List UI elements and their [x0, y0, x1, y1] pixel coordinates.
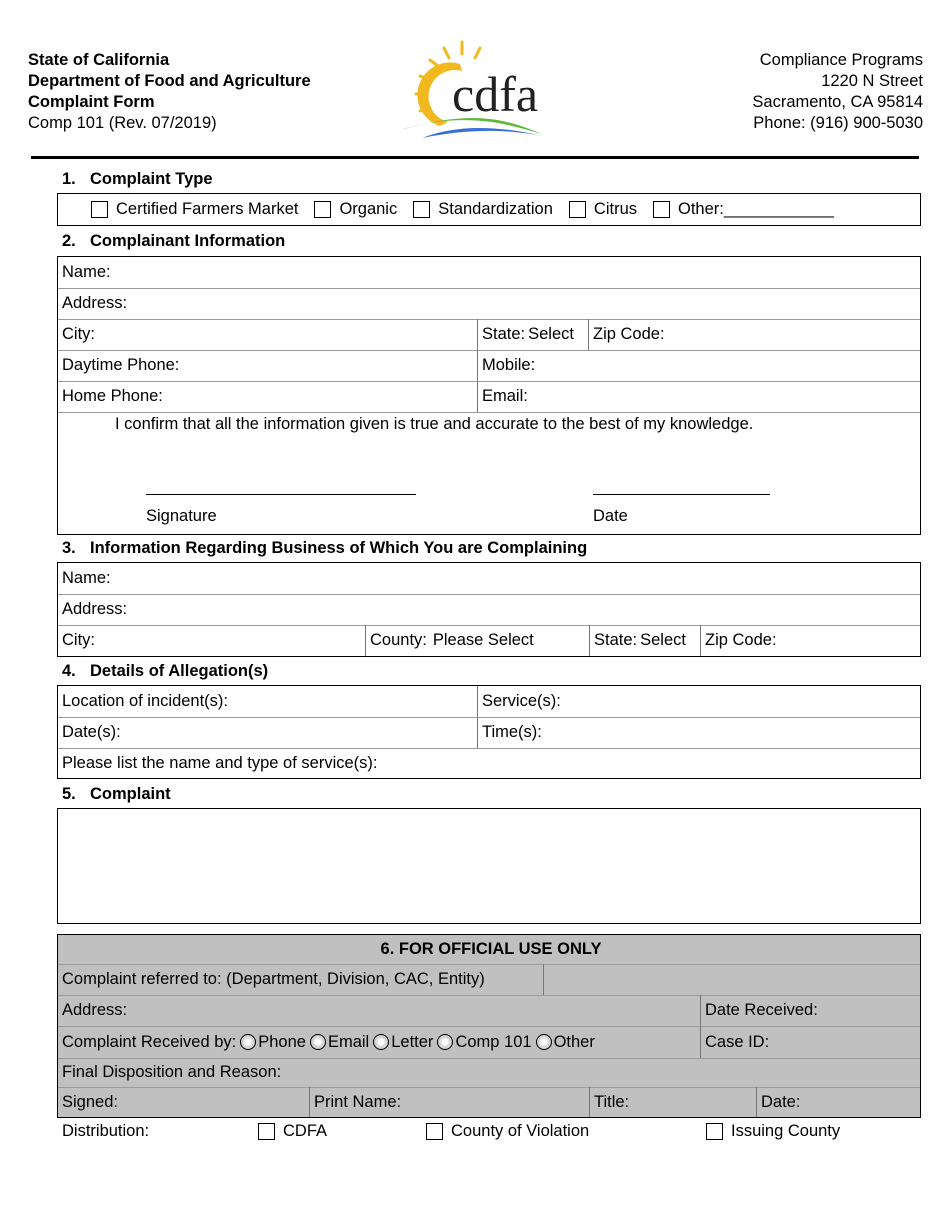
cdfa-logo	[392, 38, 557, 148]
type-citrus[interactable]	[569, 200, 637, 219]
complainant-phone-row	[58, 350, 920, 382]
state-label: State:	[482, 325, 526, 343]
title-field[interactable]: Title:	[589, 1087, 756, 1117]
checkbox[interactable]	[653, 201, 670, 218]
times-field[interactable]: Time(s):	[477, 717, 920, 748]
dist-issuing-county[interactable]	[706, 1122, 840, 1141]
dist-cdfa[interactable]	[258, 1122, 327, 1141]
county-select[interactable]: Please Select	[432, 631, 534, 649]
complaint-type-box	[57, 193, 921, 226]
header-rule	[31, 156, 919, 159]
s3-title-text: Information Regarding Business of Which You are Complaining	[90, 539, 588, 557]
print-name-field[interactable]: Print Name:	[309, 1087, 589, 1117]
received-other[interactable]	[536, 1033, 595, 1052]
received-phone[interactable]	[240, 1033, 306, 1052]
complainant-home-row	[58, 381, 920, 413]
radio[interactable]	[310, 1034, 326, 1050]
complainant-address-label: Address:	[62, 294, 128, 312]
complainant-city-field[interactable]: City:	[62, 325, 95, 343]
office-street: 1220 N Street	[821, 72, 923, 90]
location-field[interactable]: Location of incident(s):	[62, 692, 229, 710]
s5-number: 5.	[62, 785, 76, 803]
checkbox[interactable]	[91, 201, 108, 218]
complainant-name-row[interactable]	[58, 257, 920, 289]
radio[interactable]	[437, 1034, 453, 1050]
complainant-state-field[interactable]	[477, 319, 588, 350]
date-received-field[interactable]: Date Received:	[700, 995, 920, 1026]
confirm-statement: I confirm that all the information given is true and accurate to the best of my knowledge.	[115, 415, 754, 433]
signed-field[interactable]: Signed:	[62, 1092, 118, 1111]
type-cfm-label: Certified Farmers Market	[116, 200, 299, 218]
type-organic-label: Organic	[339, 200, 398, 218]
business-name-label: Name:	[62, 569, 111, 587]
received-phone-label: Phone	[258, 1032, 306, 1051]
official-title: 6. FOR OFFICIAL USE ONLY	[380, 940, 602, 958]
signature-line[interactable]	[146, 494, 416, 495]
s1-title	[62, 170, 213, 189]
final-disposition-row[interactable]	[58, 1058, 920, 1088]
service-list-label: Please list the name and type of service(s):	[62, 753, 378, 772]
s3-title	[62, 539, 587, 558]
checkbox[interactable]	[314, 201, 331, 218]
radio[interactable]	[240, 1034, 256, 1050]
complainant-city-row	[58, 319, 920, 351]
dist-county-violation-label: County of Violation	[451, 1122, 590, 1140]
checkbox[interactable]	[706, 1123, 723, 1140]
date-line[interactable]	[593, 494, 770, 495]
signed-row	[58, 1087, 920, 1117]
case-id-field[interactable]: Case ID:	[700, 1026, 920, 1058]
state-select[interactable]: Select	[640, 631, 686, 649]
complainant-zip-field[interactable]: Zip Code:	[588, 319, 920, 350]
official-header-row	[58, 935, 920, 965]
s2-title	[62, 232, 285, 251]
received-comp101[interactable]	[437, 1033, 531, 1052]
type-other[interactable]	[653, 200, 834, 219]
received-letter-label: Letter	[391, 1032, 434, 1051]
allegation-row1	[58, 686, 920, 718]
received-by-row	[58, 1026, 920, 1059]
org-line1: State of California	[28, 51, 170, 69]
s3-number: 3.	[62, 539, 76, 557]
mobile-field[interactable]: Mobile:	[477, 350, 920, 381]
signature-label: Signature	[146, 507, 217, 525]
form-title: Complaint Form	[28, 93, 155, 111]
header-right	[752, 50, 923, 134]
daytime-phone-field[interactable]: Daytime Phone:	[62, 356, 180, 374]
type-organic[interactable]	[314, 200, 397, 219]
distribution-label: Distribution:	[62, 1122, 150, 1140]
type-citrus-label: Citrus	[593, 200, 637, 218]
checkbox[interactable]	[258, 1123, 275, 1140]
s4-title	[62, 662, 268, 681]
state-select[interactable]: Select	[528, 325, 574, 343]
business-city-row	[58, 625, 920, 656]
official-date-field[interactable]: Date:	[756, 1087, 920, 1117]
official-address-field[interactable]: Address:	[62, 1001, 128, 1019]
referred-field[interactable]	[543, 964, 920, 995]
radio[interactable]	[373, 1034, 389, 1050]
referred-row	[58, 964, 920, 996]
allegation-box	[57, 685, 921, 779]
received-by-label: Complaint Received by:	[62, 1032, 237, 1051]
header-left	[28, 50, 311, 134]
received-email[interactable]	[310, 1033, 369, 1052]
radio[interactable]	[536, 1034, 552, 1050]
received-email-label: Email	[327, 1032, 370, 1051]
s2-title-text: Complainant Information	[90, 232, 286, 250]
official-use-box	[57, 934, 921, 1118]
business-zip-field[interactable]: Zip Code:	[700, 625, 920, 656]
form-number: Comp 101 (Rev. 07/2019)	[28, 114, 217, 132]
office-phone: Phone: (916) 900-5030	[753, 114, 923, 132]
checkbox[interactable]	[426, 1123, 443, 1140]
complaint-textarea[interactable]	[57, 808, 921, 924]
office-city: Sacramento, CA 95814	[752, 93, 923, 111]
allegation-row2	[58, 717, 920, 749]
complainant-box	[57, 256, 921, 535]
dates-field[interactable]: Date(s):	[62, 723, 121, 741]
final-disposition-label: Final Disposition and Reason:	[62, 1063, 282, 1081]
business-address-label: Address:	[62, 600, 128, 618]
state-label: State:	[594, 631, 638, 649]
official-address-row	[58, 995, 920, 1027]
services-field[interactable]: Service(s):	[477, 686, 920, 717]
dist-county-violation[interactable]	[426, 1122, 589, 1141]
s2-number: 2.	[62, 232, 76, 250]
received-other-label: Other	[553, 1032, 595, 1051]
logo-text: cdfa	[452, 66, 539, 122]
home-phone-field[interactable]: Home Phone:	[62, 387, 163, 405]
received-letter[interactable]	[373, 1033, 433, 1052]
business-state-field[interactable]	[589, 625, 700, 656]
office-name: Compliance Programs	[759, 51, 923, 69]
type-standardization[interactable]	[413, 200, 553, 219]
type-cfm[interactable]	[91, 200, 298, 219]
date-label: Date	[593, 507, 628, 525]
s1-number: 1.	[62, 170, 76, 188]
county-label: County:	[370, 631, 427, 649]
business-box	[57, 562, 921, 657]
org-line2: Department of Food and Agriculture	[28, 72, 311, 90]
s5-title-text: Complaint	[90, 785, 171, 803]
business-county-field[interactable]	[365, 625, 589, 656]
type-other-label: Other:____________	[678, 200, 834, 218]
dist-issuing-county-label: Issuing County	[731, 1122, 841, 1140]
allegation-row3[interactable]	[58, 748, 920, 778]
checkbox[interactable]	[569, 201, 586, 218]
checkbox[interactable]	[413, 201, 430, 218]
s5-title	[62, 785, 171, 804]
business-address-row[interactable]	[58, 594, 920, 626]
dist-cdfa-label: CDFA	[283, 1122, 328, 1140]
email-field[interactable]: Email:	[477, 381, 920, 412]
s4-number: 4.	[62, 662, 76, 680]
business-name-row[interactable]	[58, 563, 920, 595]
received-by-field	[58, 1026, 700, 1058]
s1-title-text: Complaint Type	[90, 170, 213, 188]
business-city-field[interactable]: City:	[62, 631, 95, 649]
referred-label: Complaint referred to: (Department, Division, CAC, Entity)	[62, 970, 485, 988]
type-standardization-label: Standardization	[438, 200, 553, 218]
complainant-name-label: Name:	[62, 263, 111, 281]
s4-title-text: Details of Allegation(s)	[90, 662, 269, 680]
complainant-address-row[interactable]	[58, 288, 920, 320]
received-comp101-label: Comp 101	[455, 1032, 532, 1051]
